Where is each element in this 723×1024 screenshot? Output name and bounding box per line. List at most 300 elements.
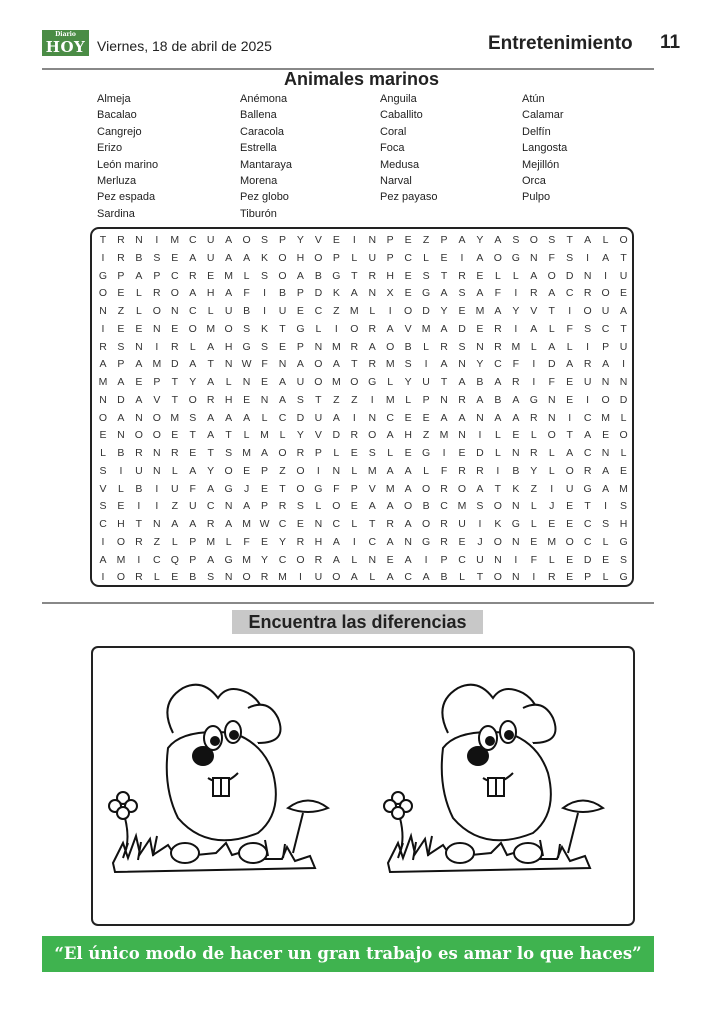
grid-letter[interactable]: L xyxy=(243,429,250,442)
grid-letter[interactable]: T xyxy=(566,429,573,442)
grid-letter[interactable]: F xyxy=(333,482,340,495)
grid-letter[interactable]: R xyxy=(530,411,538,424)
grid-letter[interactable]: N xyxy=(368,234,377,246)
grid-letter[interactable]: O xyxy=(152,411,161,424)
grid-letter[interactable]: A xyxy=(278,393,286,406)
grid-letter[interactable]: A xyxy=(386,429,394,442)
grid-letter[interactable]: T xyxy=(135,518,143,530)
grid-letter[interactable]: O xyxy=(547,429,556,442)
grid-letter[interactable]: I xyxy=(460,251,464,264)
grid-letter[interactable]: H xyxy=(386,269,394,282)
grid-letter[interactable]: E xyxy=(440,251,448,264)
grid-letter[interactable]: M xyxy=(331,340,341,353)
grid-letter[interactable]: N xyxy=(583,269,592,282)
grid-letter[interactable]: N xyxy=(368,287,377,300)
grid-letter[interactable]: I xyxy=(568,411,572,424)
grid-letter[interactable]: I xyxy=(316,464,320,477)
grid-letter[interactable]: U xyxy=(422,376,430,388)
grid-letter[interactable]: A xyxy=(386,571,394,584)
grid-letter[interactable]: R xyxy=(368,322,377,335)
grid-letter[interactable]: O xyxy=(152,429,161,442)
grid-letter[interactable]: A xyxy=(440,411,448,424)
grid-letter[interactable]: I xyxy=(298,571,302,584)
grid-letter[interactable]: R xyxy=(440,340,448,353)
grid-letter[interactable]: R xyxy=(135,535,143,548)
grid-letter[interactable]: N xyxy=(547,393,556,406)
grid-letter[interactable]: B xyxy=(278,287,286,300)
grid-letter[interactable]: C xyxy=(278,553,287,566)
grid-letter[interactable]: F xyxy=(530,553,537,566)
grid-letter[interactable]: C xyxy=(583,518,592,530)
grid-letter[interactable]: L xyxy=(135,305,142,317)
grid-letter[interactable]: N xyxy=(601,447,610,459)
grid-letter[interactable]: O xyxy=(98,411,108,424)
grid-letter[interactable]: P xyxy=(602,340,610,353)
grid-letter[interactable]: E xyxy=(458,305,466,317)
grid-letter[interactable]: E xyxy=(296,518,304,530)
grid-letter[interactable]: E xyxy=(602,553,610,566)
grid-letter[interactable]: L xyxy=(279,429,286,442)
grid-letter[interactable]: O xyxy=(224,322,233,335)
grid-letter[interactable]: L xyxy=(423,464,430,477)
grid-letter[interactable]: R xyxy=(512,376,520,388)
grid-letter[interactable]: G xyxy=(332,269,341,282)
grid-letter[interactable]: F xyxy=(440,464,448,477)
grid-letter[interactable]: S xyxy=(512,234,520,246)
grid-letter[interactable]: E xyxy=(404,411,412,424)
grid-letter[interactable]: O xyxy=(116,535,126,548)
grid-letter[interactable]: E xyxy=(566,518,574,530)
grid-letter[interactable]: Y xyxy=(476,358,484,371)
grid-letter[interactable]: N xyxy=(314,340,323,353)
grid-letter[interactable]: M xyxy=(385,358,395,371)
grid-letter[interactable]: B xyxy=(512,464,520,477)
grid-letter[interactable]: N xyxy=(619,376,628,388)
grid-letter[interactable]: A xyxy=(530,269,538,282)
grid-letter[interactable]: C xyxy=(601,322,610,335)
grid-letter[interactable]: N xyxy=(224,500,233,513)
grid-letter[interactable]: M xyxy=(421,322,431,335)
grid-letter[interactable]: U xyxy=(368,251,377,264)
grid-letter[interactable]: N xyxy=(117,429,125,442)
grid-letter[interactable]: I xyxy=(496,464,500,477)
grid-letter[interactable]: P xyxy=(117,269,125,282)
grid-letter[interactable]: O xyxy=(314,251,323,264)
grid-letter[interactable]: A xyxy=(225,251,233,264)
grid-letter[interactable]: I xyxy=(478,429,482,442)
grid-letter[interactable]: I xyxy=(424,553,428,566)
grid-letter[interactable]: L xyxy=(530,500,537,513)
grid-letter[interactable]: L xyxy=(243,269,250,282)
grid-letter[interactable]: L xyxy=(530,518,537,530)
grid-letter[interactable]: A xyxy=(207,376,215,388)
grid-letter[interactable]: O xyxy=(242,571,251,584)
grid-letter[interactable]: R xyxy=(530,447,538,459)
grid-letter[interactable]: A xyxy=(207,411,215,424)
grid-letter[interactable]: R xyxy=(458,393,466,406)
grid-letter[interactable]: E xyxy=(207,269,215,282)
grid-letter[interactable]: O xyxy=(314,376,323,388)
grid-letter[interactable]: S xyxy=(476,500,484,513)
grid-letter[interactable]: Z xyxy=(422,234,430,246)
grid-letter[interactable]: R xyxy=(171,447,179,459)
grid-letter[interactable]: G xyxy=(224,553,233,566)
grid-letter[interactable]: C xyxy=(494,358,502,371)
grid-letter[interactable]: N xyxy=(314,518,323,530)
grid-letter[interactable]: L xyxy=(620,447,627,459)
grid-letter[interactable]: O xyxy=(314,358,323,371)
grid-letter[interactable]: K xyxy=(261,251,269,264)
grid-letter[interactable]: A xyxy=(332,358,340,371)
grid-letter[interactable]: K xyxy=(494,518,502,530)
grid-letter[interactable]: I xyxy=(101,571,105,584)
grid-letter[interactable]: A xyxy=(189,251,197,264)
grid-letter[interactable]: E xyxy=(530,535,538,548)
grid-letter[interactable]: Y xyxy=(207,464,215,477)
grid-letter[interactable]: O xyxy=(386,340,395,353)
grid-letter[interactable]: R xyxy=(458,269,466,282)
grid-letter[interactable]: R xyxy=(350,340,359,353)
grid-letter[interactable]: S xyxy=(117,340,125,353)
grid-letter[interactable]: R xyxy=(135,447,143,459)
grid-letter[interactable]: L xyxy=(512,269,519,282)
grid-letter[interactable]: U xyxy=(314,571,323,584)
grid-letter[interactable]: H xyxy=(206,287,215,300)
grid-letter[interactable]: O xyxy=(457,482,467,495)
grid-letter[interactable]: M xyxy=(601,411,610,424)
grid-letter[interactable]: A xyxy=(332,553,340,566)
grid-letter[interactable]: M xyxy=(619,482,628,495)
grid-letter[interactable]: A xyxy=(476,482,484,495)
grid-letter[interactable]: L xyxy=(387,376,394,388)
grid-letter[interactable]: M xyxy=(98,376,108,388)
grid-letter[interactable]: T xyxy=(351,358,358,371)
grid-letter[interactable]: E xyxy=(171,322,179,335)
grid-letter[interactable]: C xyxy=(440,500,448,513)
grid-letter[interactable]: C xyxy=(458,553,466,566)
grid-letter[interactable]: L xyxy=(494,269,501,282)
grid-letter[interactable]: N xyxy=(153,322,161,335)
grid-letter[interactable]: N xyxy=(278,358,287,371)
grid-letter[interactable]: H xyxy=(224,340,233,353)
grid-letter[interactable]: S xyxy=(261,269,269,282)
grid-letter[interactable]: I xyxy=(263,305,266,317)
grid-letter[interactable]: N xyxy=(530,251,538,264)
grid-letter[interactable]: L xyxy=(602,234,609,246)
grid-letter[interactable]: D xyxy=(314,287,323,300)
grid-letter[interactable]: A xyxy=(350,571,358,584)
grid-letter[interactable]: V xyxy=(530,305,538,317)
grid-letter[interactable]: E xyxy=(261,376,269,388)
grid-letter[interactable]: E xyxy=(243,393,251,406)
grid-letter[interactable]: G xyxy=(368,376,377,388)
grid-letter[interactable]: N xyxy=(494,553,502,566)
grid-letter[interactable]: E xyxy=(99,429,107,442)
grid-letter[interactable]: S xyxy=(422,269,430,282)
grid-letter[interactable]: E xyxy=(261,482,269,495)
grid-letter[interactable]: G xyxy=(422,287,431,300)
grid-letter[interactable]: O xyxy=(188,393,197,406)
grid-letter[interactable]: O xyxy=(98,287,108,300)
grid-letter[interactable]: S xyxy=(602,518,610,530)
grid-letter[interactable]: I xyxy=(119,464,123,477)
grid-letter[interactable]: U xyxy=(314,411,323,424)
grid-letter[interactable]: G xyxy=(98,269,108,282)
grid-letter[interactable]: O xyxy=(188,322,197,335)
grid-letter[interactable]: Z xyxy=(530,482,537,495)
grid-letter[interactable]: V xyxy=(404,322,412,335)
grid-letter[interactable]: G xyxy=(242,340,251,353)
grid-letter[interactable]: R xyxy=(458,464,466,477)
grid-letter[interactable]: M xyxy=(260,429,269,442)
grid-letter[interactable]: S xyxy=(225,447,233,459)
grid-letter[interactable]: K xyxy=(261,322,269,335)
grid-letter[interactable]: N xyxy=(440,393,448,406)
grid-letter[interactable]: L xyxy=(100,447,106,459)
grid-letter[interactable]: F xyxy=(189,482,196,495)
grid-letter[interactable]: E xyxy=(458,447,466,459)
grid-letter[interactable]: E xyxy=(566,571,574,584)
grid-letter[interactable]: V xyxy=(314,429,322,442)
grid-letter[interactable]: L xyxy=(351,251,358,264)
grid-letter[interactable]: L xyxy=(171,464,178,477)
grid-letter[interactable]: E xyxy=(476,322,484,335)
grid-letter[interactable]: G xyxy=(529,393,538,406)
grid-letter[interactable]: B xyxy=(135,482,143,495)
grid-letter[interactable]: A xyxy=(135,269,143,282)
grid-letter[interactable]: A xyxy=(225,287,233,300)
grid-letter[interactable]: G xyxy=(224,482,233,495)
grid-letter[interactable]: G xyxy=(583,482,592,495)
grid-letter[interactable]: A xyxy=(566,358,574,371)
grid-letter[interactable]: L xyxy=(369,305,376,317)
grid-letter[interactable]: S xyxy=(548,234,556,246)
grid-letter[interactable]: L xyxy=(351,464,358,477)
grid-letter[interactable]: E xyxy=(566,553,574,566)
grid-letter[interactable]: R xyxy=(188,269,197,282)
grid-letter[interactable]: L xyxy=(225,535,232,548)
grid-letter[interactable]: L xyxy=(225,376,232,388)
grid-letter[interactable]: A xyxy=(189,518,197,530)
grid-letter[interactable]: A xyxy=(135,358,143,371)
grid-letter[interactable]: A xyxy=(404,464,412,477)
grid-letter[interactable]: L xyxy=(315,500,322,513)
grid-letter[interactable]: M xyxy=(170,234,180,246)
grid-letter[interactable]: U xyxy=(476,553,484,566)
grid-letter[interactable]: E xyxy=(422,411,430,424)
grid-letter[interactable]: O xyxy=(529,234,538,246)
grid-letter[interactable]: G xyxy=(511,518,520,530)
grid-letter[interactable]: T xyxy=(620,251,627,264)
grid-letter[interactable]: B xyxy=(189,571,197,584)
grid-letter[interactable]: O xyxy=(134,429,143,442)
grid-letter[interactable]: A xyxy=(278,376,286,388)
grid-letter[interactable]: P xyxy=(332,251,340,264)
grid-letter[interactable]: L xyxy=(423,340,430,353)
grid-letter[interactable]: P xyxy=(296,340,304,353)
grid-letter[interactable]: D xyxy=(476,447,484,459)
grid-letter[interactable]: E xyxy=(620,287,628,300)
grid-letter[interactable]: A xyxy=(458,411,466,424)
grid-letter[interactable]: A xyxy=(135,393,143,406)
grid-letter[interactable]: C xyxy=(583,535,592,548)
grid-letter[interactable]: S xyxy=(458,340,466,353)
grid-letter[interactable]: Y xyxy=(440,305,448,317)
grid-letter[interactable]: M xyxy=(367,464,377,477)
grid-letter[interactable]: E xyxy=(566,376,574,388)
grid-letter[interactable]: N xyxy=(601,376,610,388)
grid-letter[interactable]: T xyxy=(279,322,286,335)
grid-letter[interactable]: I xyxy=(442,447,446,459)
grid-letter[interactable]: C xyxy=(206,500,215,513)
grid-letter[interactable]: S xyxy=(99,464,107,477)
grid-letter[interactable]: E xyxy=(171,429,179,442)
grid-letter[interactable]: L xyxy=(333,447,340,459)
grid-letter[interactable]: A xyxy=(512,393,520,406)
grid-letter[interactable]: A xyxy=(404,482,412,495)
grid-letter[interactable]: E xyxy=(404,269,412,282)
grid-letter[interactable]: R xyxy=(314,553,323,566)
grid-letter[interactable]: E xyxy=(332,234,340,246)
grid-letter[interactable]: A xyxy=(350,287,358,300)
grid-letter[interactable]: E xyxy=(189,447,197,459)
grid-letter[interactable]: F xyxy=(261,358,268,371)
grid-letter[interactable]: E xyxy=(386,553,394,566)
grid-letter[interactable]: E xyxy=(404,234,412,246)
grid-letter[interactable]: A xyxy=(476,287,484,300)
grid-letter[interactable]: T xyxy=(548,305,555,317)
grid-letter[interactable]: A xyxy=(602,464,610,477)
grid-letter[interactable]: E xyxy=(350,447,358,459)
grid-letter[interactable]: Z xyxy=(422,429,430,442)
grid-letter[interactable]: L xyxy=(620,411,627,424)
grid-letter[interactable]: M xyxy=(457,500,467,513)
grid-letter[interactable]: R xyxy=(494,340,502,353)
grid-letter[interactable]: A xyxy=(207,553,215,566)
grid-letter[interactable]: T xyxy=(99,234,107,246)
grid-letter[interactable]: L xyxy=(351,518,358,530)
grid-letter[interactable]: O xyxy=(565,464,574,477)
grid-letter[interactable]: A xyxy=(404,518,412,530)
grid-letter[interactable]: J xyxy=(243,482,250,495)
grid-letter[interactable]: O xyxy=(368,429,377,442)
grid-letter[interactable]: I xyxy=(101,535,105,548)
grid-letter[interactable]: U xyxy=(458,518,466,530)
grid-letter[interactable]: A xyxy=(530,322,538,335)
grid-letter[interactable]: Z xyxy=(279,464,286,477)
grid-letter[interactable]: A xyxy=(602,251,610,264)
grid-letter[interactable]: A xyxy=(296,358,304,371)
grid-letter[interactable]: P xyxy=(314,447,322,459)
grid-letter[interactable]: B xyxy=(243,305,251,317)
grid-letter[interactable]: U xyxy=(135,464,143,477)
grid-letter[interactable]: I xyxy=(263,287,266,300)
grid-letter[interactable]: O xyxy=(278,269,287,282)
grid-letter[interactable]: O xyxy=(583,305,592,317)
grid-letter[interactable]: Y xyxy=(404,376,412,388)
grid-letter[interactable]: R xyxy=(117,234,125,246)
grid-letter[interactable]: H xyxy=(404,429,412,442)
grid-letter[interactable]: V xyxy=(368,482,376,495)
grid-letter[interactable]: U xyxy=(619,340,628,353)
grid-letter[interactable]: S xyxy=(99,500,107,513)
grid-letter[interactable]: A xyxy=(189,358,197,371)
grid-letter[interactable]: I xyxy=(586,393,590,406)
grid-letter[interactable]: O xyxy=(422,482,431,495)
grid-letter[interactable]: G xyxy=(511,251,520,264)
grid-letter[interactable]: M xyxy=(170,411,180,424)
grid-letter[interactable]: O xyxy=(493,500,502,513)
grid-letter[interactable]: L xyxy=(548,322,555,335)
grid-letter[interactable]: P xyxy=(296,287,304,300)
grid-letter[interactable]: O xyxy=(224,464,233,477)
grid-letter[interactable]: A xyxy=(422,571,430,584)
grid-letter[interactable]: I xyxy=(101,322,105,335)
grid-letter[interactable]: D xyxy=(332,429,341,442)
grid-letter[interactable]: R xyxy=(296,447,305,459)
grid-letter[interactable]: O xyxy=(170,287,179,300)
grid-letter[interactable]: L xyxy=(387,447,394,459)
grid-letter[interactable]: C xyxy=(583,447,592,459)
grid-letter[interactable]: A xyxy=(99,553,107,566)
grid-letter[interactable]: Y xyxy=(512,305,520,317)
grid-letter[interactable]: V xyxy=(99,482,107,495)
grid-letter[interactable]: L xyxy=(423,251,430,264)
grid-letter[interactable]: N xyxy=(512,500,520,513)
grid-letter[interactable]: O xyxy=(296,464,305,477)
grid-letter[interactable]: E xyxy=(243,464,251,477)
grid-letter[interactable]: H xyxy=(314,535,323,548)
grid-letter[interactable]: A xyxy=(584,234,592,246)
grid-letter[interactable]: N xyxy=(153,518,161,530)
grid-letter[interactable]: L xyxy=(494,447,501,459)
grid-letter[interactable]: S xyxy=(189,411,197,424)
grid-letter[interactable]: S xyxy=(243,322,251,335)
grid-letter[interactable]: V xyxy=(314,234,322,246)
grid-letter[interactable]: M xyxy=(439,429,449,442)
grid-letter[interactable]: L xyxy=(566,340,573,353)
grid-letter[interactable]: L xyxy=(207,305,214,317)
grid-letter[interactable]: M xyxy=(511,340,521,353)
grid-letter[interactable]: V xyxy=(153,393,161,406)
grid-letter[interactable]: M xyxy=(242,447,251,459)
grid-letter[interactable]: S xyxy=(368,447,376,459)
grid-letter[interactable]: L xyxy=(153,571,160,584)
grid-letter[interactable]: H xyxy=(296,251,305,264)
grid-letter[interactable]: T xyxy=(440,376,448,388)
grid-letter[interactable]: E xyxy=(566,500,574,513)
grid-letter[interactable]: N xyxy=(224,358,233,371)
grid-letter[interactable]: G xyxy=(422,535,431,548)
grid-letter[interactable]: E xyxy=(171,251,179,264)
grid-letter[interactable]: S xyxy=(458,287,466,300)
grid-letter[interactable]: S xyxy=(296,500,304,513)
grid-letter[interactable]: E xyxy=(278,340,286,353)
grid-letter[interactable]: M xyxy=(116,553,126,566)
grid-letter[interactable]: L xyxy=(315,322,322,335)
grid-letter[interactable]: R xyxy=(583,464,592,477)
grid-letter[interactable]: R xyxy=(278,500,287,513)
grid-letter[interactable]: O xyxy=(152,305,161,317)
grid-letter[interactable]: L xyxy=(494,429,501,442)
grid-letter[interactable]: I xyxy=(101,251,105,264)
grid-letter[interactable]: U xyxy=(601,305,610,317)
grid-letter[interactable]: A xyxy=(386,322,394,335)
grid-letter[interactable]: I xyxy=(155,340,159,353)
grid-letter[interactable]: T xyxy=(207,358,214,371)
grid-letter[interactable]: R xyxy=(296,535,305,548)
grid-letter[interactable]: F xyxy=(494,287,502,300)
